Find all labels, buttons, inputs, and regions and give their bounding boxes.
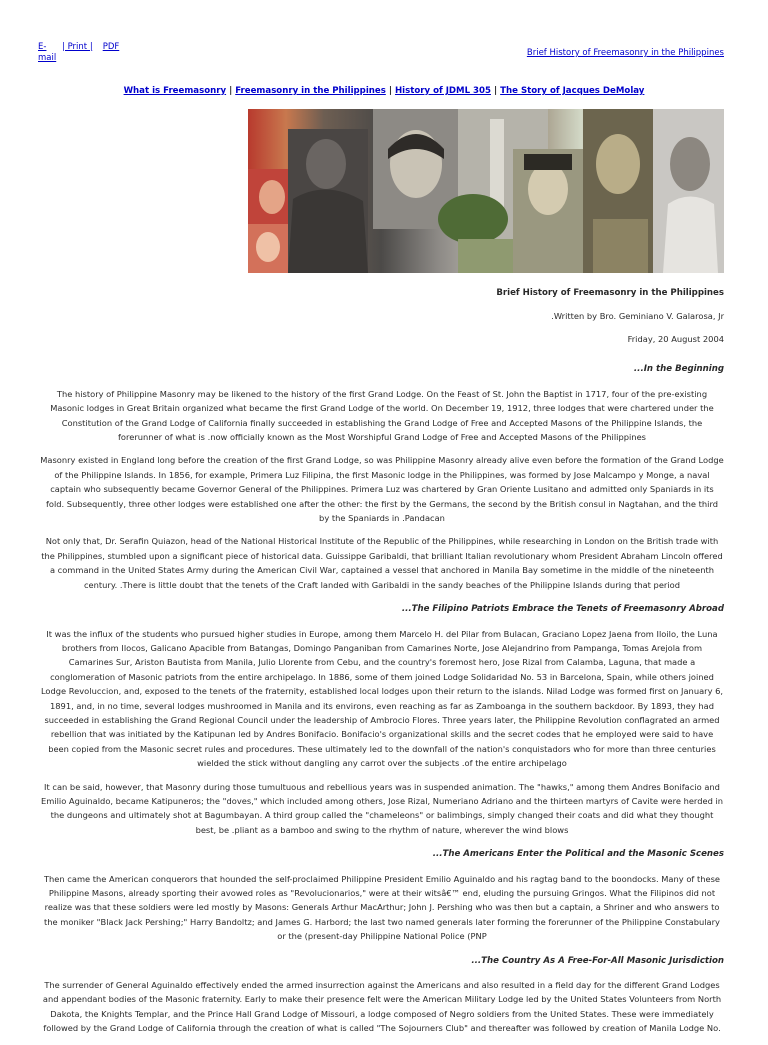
print-link[interactable]: | Print | — [62, 42, 93, 52]
nav-link-what-is-freemasonry[interactable]: What is Freemasonry — [123, 86, 227, 96]
banner-collage-image — [248, 109, 724, 273]
section-heading: ...The Country As A Free-For-All Masonic Jurisdiction — [471, 955, 724, 966]
section-heading: ...In the Beginning — [633, 364, 724, 375]
nav-separator: | — [494, 86, 498, 96]
publish-date: Friday, 20 August 2004 — [627, 333, 724, 344]
pdf-link[interactable]: PDF — [102, 42, 120, 52]
byline: .Written by Bro. Geminiano V. Galarosa, Jr — [551, 311, 724, 322]
paragraph: Not only that, Dr. Serafin Quiazon, head of the National Historical Institute of the Republic of the Philippines, while researching in London on the British trade with the Philippines, stumbled upon a significant piece of historical data. Guissippe Garibaldi, that brilliant Italian revolutionary whom President Abraham Lincoln offered a command in the United States Army during the American Civil War, captained a vessel that anchored in Manila Bay sometime in the middle of the nineteenth century. .There is little doubt that the tenets of the Craft landed with Garibaldi in the sandy beaches of the Philippine Islands during that period — [41, 536, 723, 590]
article-body — [40, 286, 724, 1045]
email-link[interactable]: E-mail — [38, 42, 57, 63]
nav-link-history-jdml[interactable]: History of JDML 305 — [394, 86, 491, 96]
paragraph: It can be said, however, that Masonry during those tumultuous and rebellious years was in suspended animation. The "hawks," among them Andres Bonifacio and Emilio Aguinaldo, became Katipuneros; the "doves," which included among others, Jose Rizal, Numeriano Adriano and the thirteen martyrs of Cavite were herded in the dungeons and ultimately shot at Bagumbayan. A third group called the "chameleons" or balimbings, simply changed their coats and did what they thought best, be .pliant as a bamboo and swing to the rhythm of nature, wherever the wind blows — [40, 781, 724, 835]
paragraph: It was the influx of the students who pursued higher studies in Europe, among them Marcelo H. del Pilar from Bulacan, Graciano Lopez Jaena from Iloilo, the Luna brothers from Ilocos, Galicano Apacible from Batangas, Domingo Panganiban from Camarines Norte, Jose Alejandrino from Pampanga, Tomas Arejola from Camarines Sur, Ariston Bautista from Manila, Julio Llorente from Cebu, and the country's foremost hero, Jose Rizal from Calamba, Laguna, that made a conglomeration of Masonic patriots from the entire archipelago. In 1886, some of them joined Lodge Solidaridad No. 53 in Barcelona, Spain, while others joined Lodge Revoluccion, and, exposed to the tenets of the fraternity, established local lodges upon their return to the islands. Nilad Lodge was formed first on January 6, 1891, and, in no time, several lodges mushroomed in Manila and its environs, even reaching as far as Zamboanga in the southern backdoor. By 1893, they had succeeded in establishing the Grand Regional Council under the leadership of Ambrocio Flores. Three years later, the Philippine Revolution conflagrated an armed rebellion that was initiated by the Katipunan led by Andres Bonifacio. Bonifacio's organizational skills and the secret codes that he employed were said to have been copied from the Masonic secret rules and procedures. These ultimately led to the downfall of the nation's conquistadors who for more than three centuries wielded the stick without dangling any carrot over the subjects .of the entire archipelago — [40, 628, 724, 769]
paragraph: The surrender of General Aguinaldo effectively ended the armed insurrection against the Americans and also resulted in a field day for the different Grand Lodges and appendant bodies of the Masonic fraternity. Early to make their presence felt were the American Military Lodge led by the United States Volunteers from North Dakota, the Knights Templar, and the Prince Hall Grand Lodge of Missouri, a lodge composed of Negro soldiers from the United States. These were immediately followed by the Grand Lodge of California through the creation of what is called "The Sojourners Club" and thereafter was followed by creation of Manila Lodge No. — [42, 980, 722, 1034]
nav-separator: | — [388, 86, 392, 96]
section-heading: ...The Americans Enter the Political and the Masonic Scenes — [432, 849, 724, 860]
paragraph: The history of Philippine Masonry may be likened to the history of the first Grand Lodge. On the Feast of St. John the Baptist in 1717, four of the pre-existing Masonic lodges in Great Britain organized what became the first Grand Lodge of the world. On December 19, 1912, three lodges that were chartered under the Constitution of the Grand Lodge of California finally succeeded in establishing the Grand Lodge of Free and Accepted Masons of the Philippine Islands, the forerunner of what is .now officially known as the Most Worshipful Grand Lodge of Free and Accepted Masons of the Philippines — [50, 388, 714, 443]
article-title-link[interactable]: Brief History of Freemasonry in the Philippines — [526, 48, 724, 58]
top-navigation — [0, 86, 768, 96]
section-heading: ...The Filipino Patriots Embrace the Tenets of Freemasonry Abroad — [401, 604, 724, 615]
paragraph: Then came the American conquerors that hounded the self-proclaimed Philippine President Emilio Aguinaldo and his ragtag band to the boondocks. Many of these Philippine Masons, already sporting their avowed roles as "Revolucionarios," were at their witsâ€™ end, eluding the pursuing Gringos. What the Filipinos did not realize was that these soldiers were led mostly by Masons: Generals Arthur MacArthur; John J. Pershing who was then but a captain, a Shriner and who answers to the moniker "Black Jack Pershing;" Harry Bandoltz; and James G. Harbord; the last two named generals later forming the forerunner of the Philippine Constabulary or the (present-day Philippine National Police (PNP — [43, 873, 720, 942]
nav-link-freemasonry-philippines[interactable]: Freemasonry in the Philippines — [235, 86, 386, 96]
nav-separator: | — [229, 86, 233, 96]
action-links — [38, 42, 119, 64]
nav-link-jacques-demolay[interactable]: The Story of Jacques DeMolay — [500, 86, 645, 96]
article-title: Brief History of Freemasonry in the Philippines — [496, 288, 724, 298]
paragraph: Masonry existed in England long before the creation of the first Grand Lodge, so was Philippine Masonry already alive even before the formation of the Grand Lodge of the Philippine Islands. In 1856, for example, Primera Luz Filipina, the first Masonic lodge in the Philippines, was formed by Jose Malcampo y Monge, a naval captain who subsequently became Governor General of the Philippines. Primera Luz was chartered by Gran Oriente Lusitano and admitted only Spaniards in its fold. Subsequently, three other lodges were established one after the other: the first by the Germans, the second by the British consul in Nagtahan, and the third by the Spaniards in .Pandacan — [40, 455, 724, 524]
